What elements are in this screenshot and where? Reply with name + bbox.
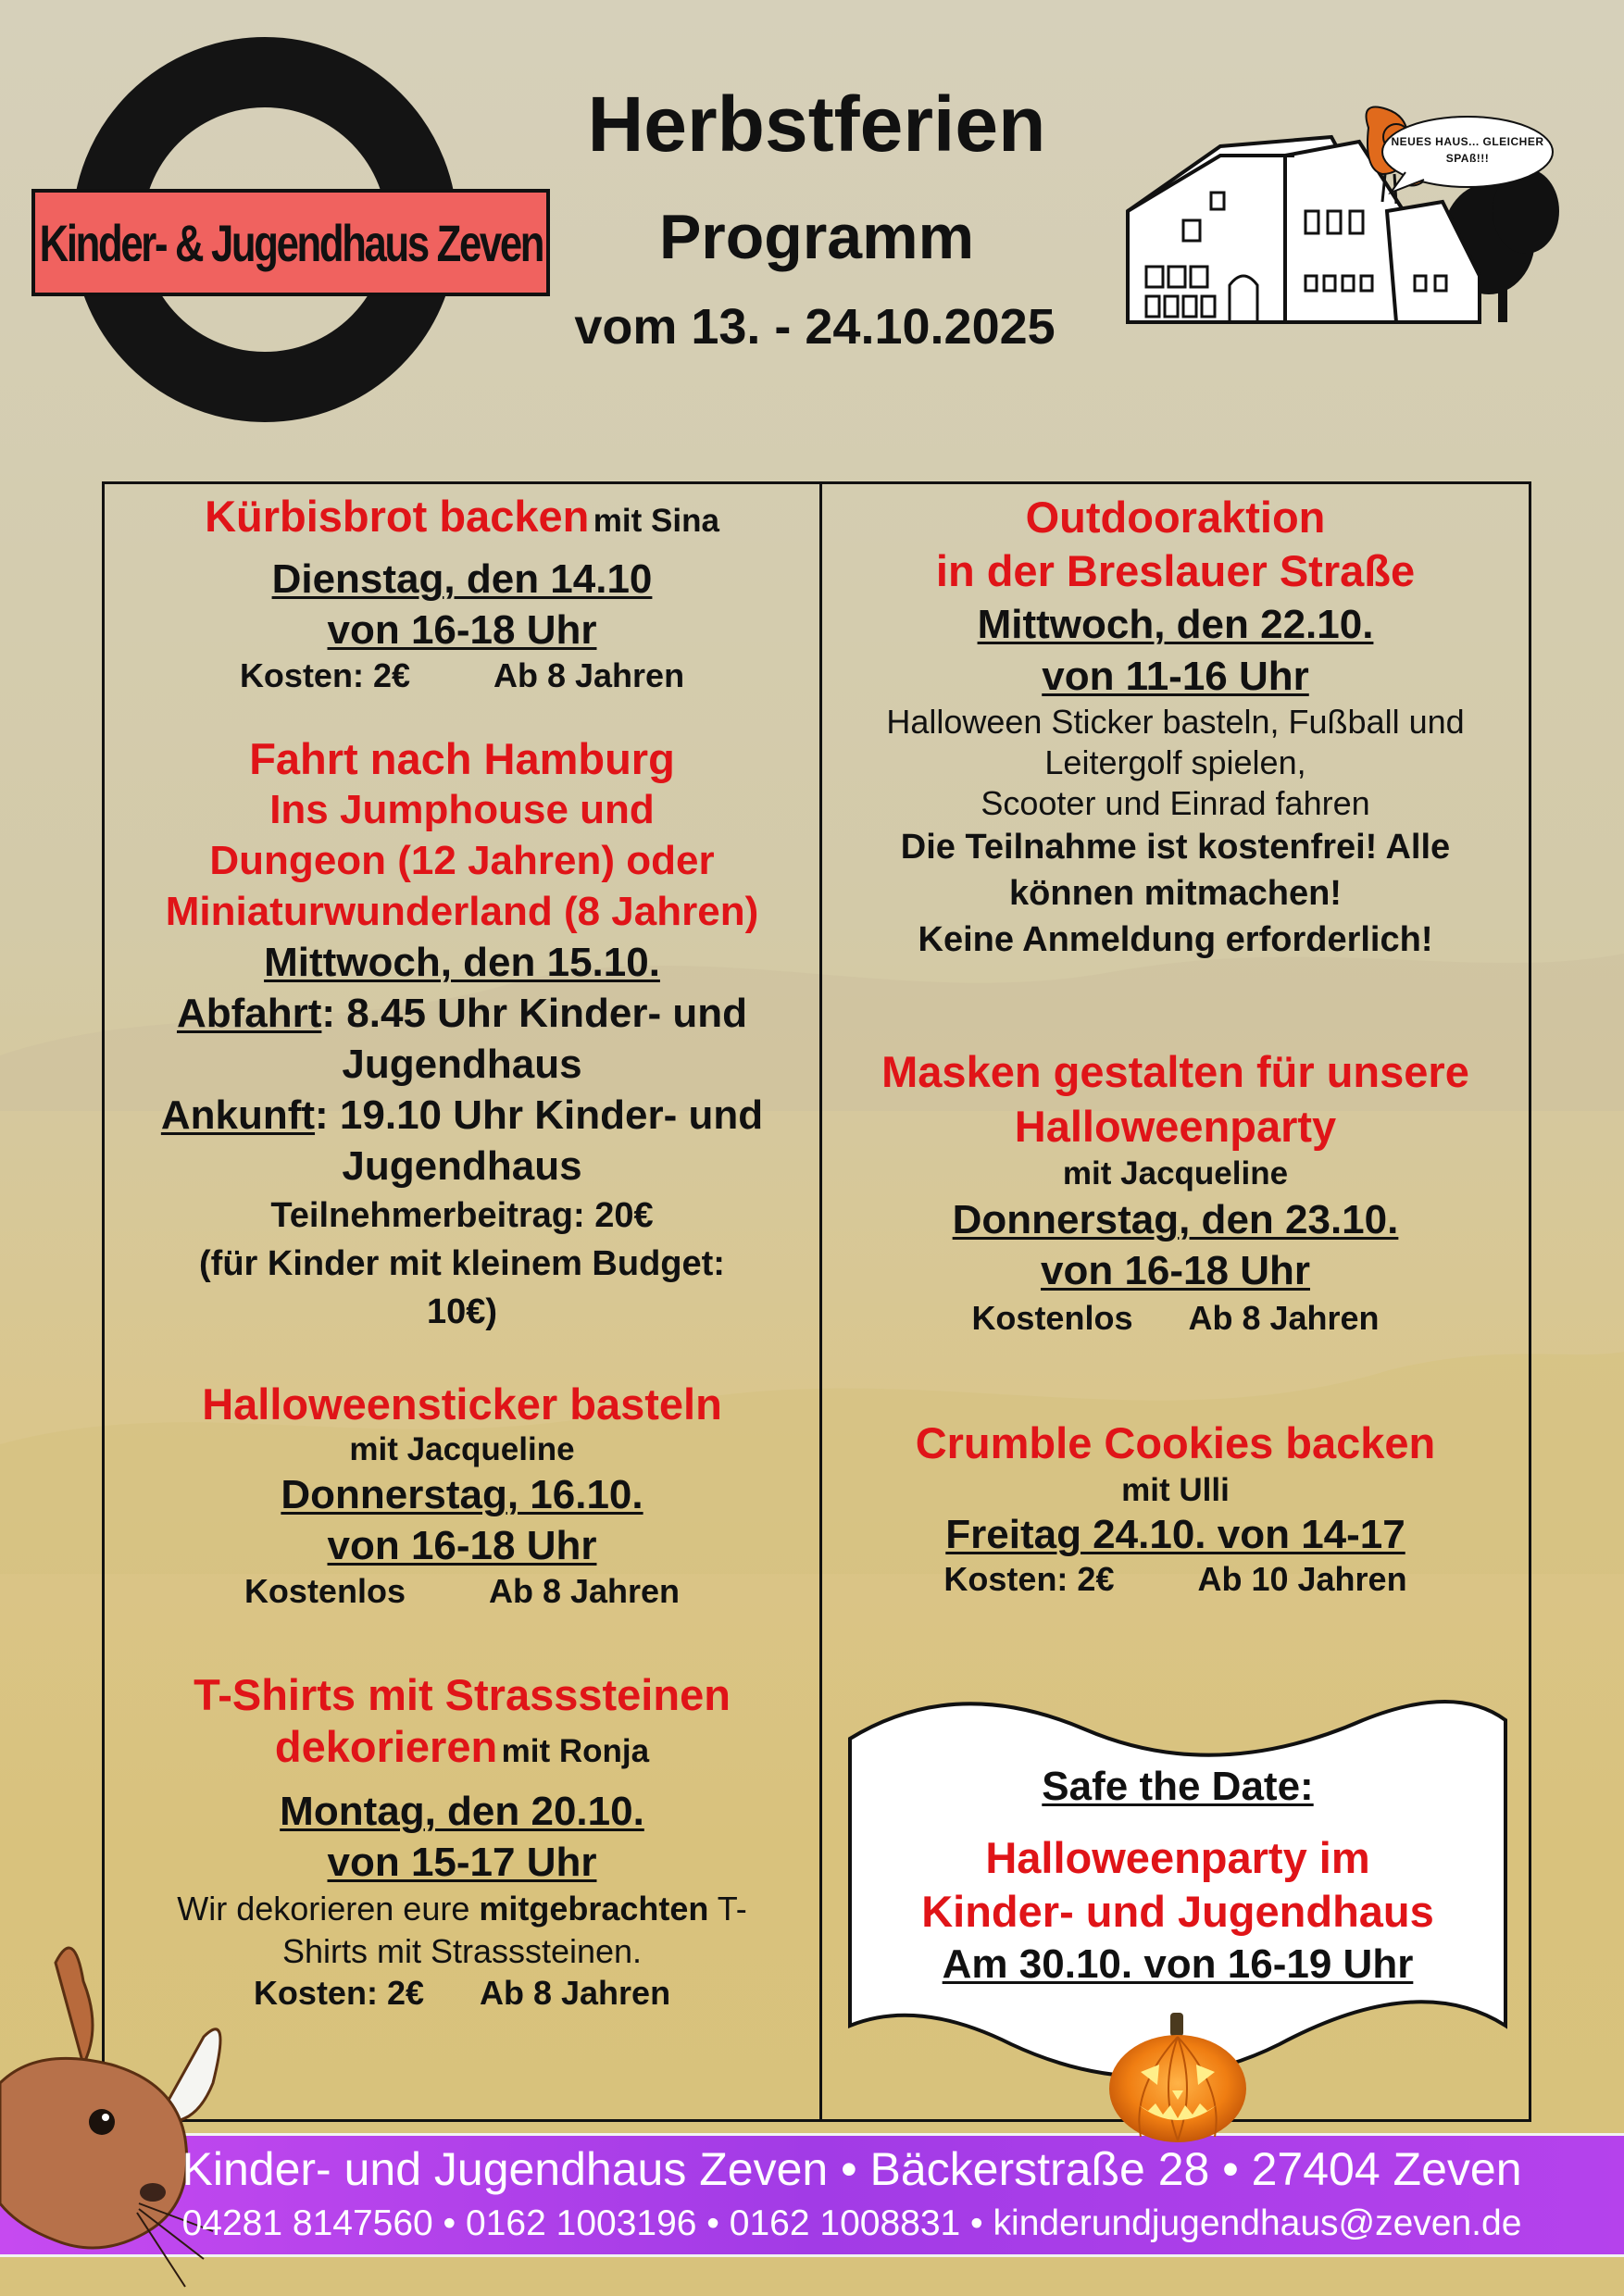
event-description: T-	[708, 1890, 747, 1928]
event-host: mit Jacqueline	[349, 1431, 575, 1467]
poster-title: Herbstferien	[587, 81, 1046, 168]
event-fee: Teilnehmerbeitrag: 20€	[270, 1196, 654, 1235]
party-line: Kinder- und Jugendhaus	[921, 1887, 1434, 1936]
arrival-label: Ankunft	[160, 1092, 316, 1138]
event-detail-line: Dungeon (12 Jahren) oder	[209, 838, 715, 883]
event-time: von 11-16 Uhr	[1042, 654, 1309, 699]
event-date: Donnerstag, den 23.10.	[952, 1197, 1399, 1242]
event-budget-note: (für Kinder mit kleinem Budget:	[199, 1244, 725, 1283]
event-age: Ab 8 Jahren	[479, 1974, 671, 2012]
event-cookies	[822, 1416, 1529, 1600]
event-title: Outdooraktion	[1025, 493, 1326, 542]
event-date: Mittwoch, den 15.10.	[264, 940, 660, 985]
event-cost: Kosten: 2€	[239, 656, 410, 694]
footer-address: Kinder- und Jugendhaus Zeven • Bäckerstraße 28 • 27404 Zeven	[181, 2143, 1522, 2195]
event-cost: Kosten: 2€	[943, 1560, 1115, 1598]
event-title: Crumble Cookies backen	[915, 1418, 1436, 1467]
event-date: Mittwoch, den 22.10.	[977, 602, 1374, 647]
event-title: in der Breslauer Straße	[935, 546, 1416, 595]
poster-dates: vom 13. - 24.10.2025	[574, 299, 1056, 355]
event-title: Halloweenparty	[1014, 1102, 1337, 1151]
poster-subtitle: Programm	[658, 202, 975, 272]
event-outdoor	[822, 491, 1529, 963]
event-cost: Kosten: 2€	[253, 1974, 424, 2012]
pumpkin-icon	[1104, 2007, 1252, 2146]
event-note: Die Teilnahme ist kostenfrei! Alle	[900, 828, 1451, 867]
event-age: Ab 8 Jahren	[493, 656, 685, 694]
event-time: von 16-18 Uhr	[327, 1523, 597, 1568]
event-date: Donnerstag, 16.10.	[281, 1472, 643, 1517]
event-age: Ab 10 Jahren	[1197, 1560, 1407, 1598]
event-age: Ab 8 Jahren	[488, 1572, 681, 1610]
event-title: dekorieren	[274, 1722, 498, 1771]
left-column	[105, 491, 819, 2014]
event-note: können mitmachen!	[1009, 874, 1342, 913]
departure-place: Jugendhaus	[342, 1042, 582, 1087]
event-host: mit Jacqueline	[1062, 1155, 1289, 1192]
event-cost: Kostenlos	[244, 1572, 406, 1610]
event-masks	[822, 1044, 1529, 1341]
event-description-bold: mitgebrachten	[479, 1890, 709, 1928]
event-title: Kürbisbrot backen	[205, 492, 590, 541]
event-detail-line: Miniaturwunderland (8 Jahren)	[165, 889, 759, 934]
event-description: Wir dekorieren eure	[177, 1890, 480, 1928]
event-title: Fahrt nach Hamburg	[249, 734, 675, 783]
party-line: Halloweenparty im	[985, 1833, 1370, 1882]
event-cost: Kostenlos	[971, 1299, 1133, 1337]
event-title: Masken gestalten für unsere	[881, 1047, 1469, 1096]
event-description: Leitergolf spielen,	[1044, 743, 1306, 781]
event-time: von 15-17 Uhr	[327, 1840, 597, 1885]
speech-bubble-text: NEUES HAUS... GLEICHER SPAß!!!	[1391, 135, 1544, 165]
event-date: Montag, den 20.10.	[280, 1789, 644, 1834]
event-halloween-stickers	[105, 1379, 819, 1612]
event-time: von 16-18 Uhr	[327, 607, 597, 653]
event-time: von 16-18 Uhr	[1041, 1248, 1310, 1293]
event-hamburg-trip	[105, 733, 819, 1336]
event-date: Dienstag, den 14.10	[271, 556, 653, 602]
logo-bar	[31, 189, 550, 296]
logo-text: Kinder- & Jugendhaus Zeven	[39, 213, 543, 272]
event-detail-line: Ins Jumphouse und	[269, 787, 655, 832]
party-date: Am 30.10. von 16-19 Uhr	[942, 1941, 1414, 1987]
event-date: Freitag 24.10. von 14-17	[945, 1512, 1405, 1557]
save-the-date-heading: Safe the Date:	[1042, 1764, 1314, 1809]
event-budget-note: 10€)	[426, 1292, 498, 1331]
event-description: Halloween Sticker basteln, Fußball und	[886, 703, 1465, 741]
event-title: T-Shirts mit Strasssteinen	[194, 1670, 731, 1719]
event-host: mit Ronja	[501, 1733, 650, 1769]
arrival-place: Jugendhaus	[342, 1143, 582, 1189]
arrival-text: : 19.10 Uhr Kinder- und	[315, 1092, 764, 1138]
save-the-date-text	[861, 1759, 1494, 1990]
event-age: Ab 8 Jahren	[1188, 1299, 1380, 1337]
footer-contact: 04281 8147560 • 0162 1003196 • 0162 1008831 • kinderundjugendhaus@zeven.de	[181, 2203, 1522, 2243]
event-description: Shirts mit Strasssteinen.	[281, 1932, 643, 1970]
departure-label: Abfahrt	[176, 991, 322, 1036]
event-title: Halloweensticker basteln	[202, 1379, 722, 1429]
event-pumpkin-bread	[105, 491, 819, 696]
departure-text: : 8.45 Uhr Kinder- und	[321, 991, 748, 1036]
event-description: Scooter und Einrad fahren	[981, 784, 1370, 822]
event-note: Keine Anmeldung erforderlich!	[918, 920, 1433, 959]
event-host: mit Sina	[593, 503, 719, 539]
right-column	[822, 491, 1529, 1600]
event-host: mit Ulli	[1121, 1472, 1230, 1508]
